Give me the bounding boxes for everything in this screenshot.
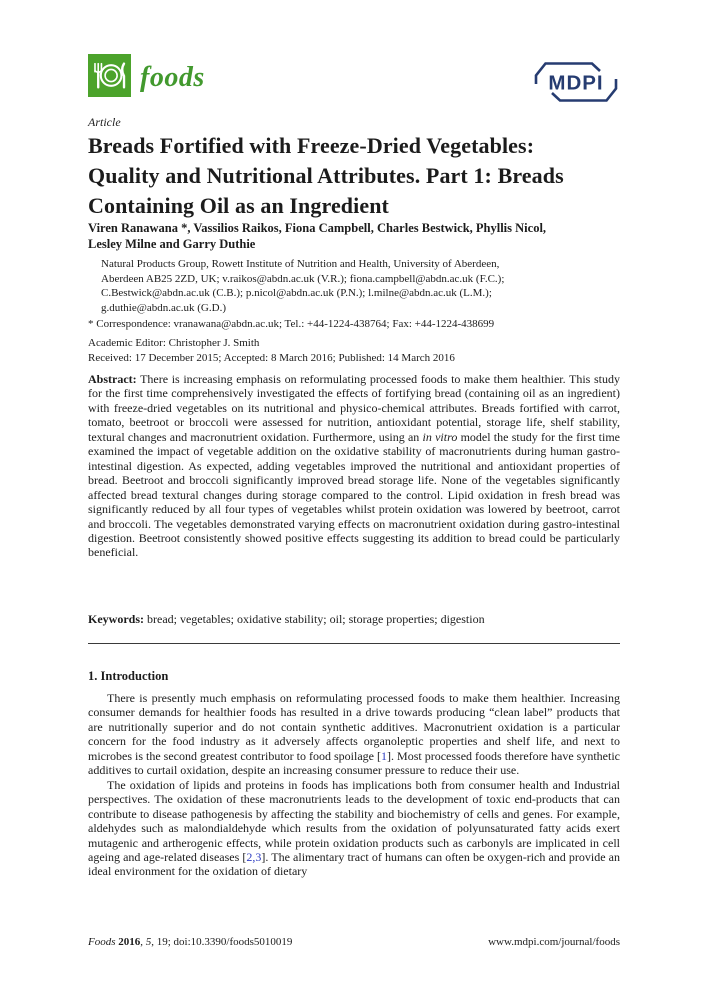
citation-info: Foods 2016, 5, 19; doi:10.3390/foods5010019	[88, 936, 293, 948]
correspondence-line: * Correspondence: vranawana@abdn.ac.uk; Tel.: +44-1224-438764; Fax: +44-1224-438699	[88, 317, 495, 330]
title-line: Containing Oil as an Ingredient	[88, 193, 389, 218]
page-header	[88, 54, 620, 104]
title-line: Quality and Nutritional Attributes. Part 1: Breads	[88, 163, 564, 188]
journal-brand	[88, 54, 205, 97]
intro-paragraph: The oxidation of lipids and proteins in foods has implications both from consumer health and Industrial perspectives. The oxidation of these macronutrients leads to the development of toxic end-products that can contribute to disease pathogenesis by affecting the stability and biochemistry of cells and genes. For example, aldehydes such as malondialdehyde which results from the oxidation of polyunsaturated fatty acids exert mutagenic and artherogenic effects, while protein oxidation products such as carbonyls are implicated in cell ageing and age-related diseases [2,3]. The alimentary tract of humans can often be oxygen-rich and provide an ideal environment for the oxidation of dietary	[88, 777, 621, 879]
intro-paragraph: There is presently much emphasis on reformulating processed foods to make them healthier. Increasing consumer demands for healthier foods has resulted in a drive towards producing “clean label” products that are nutritionally superior and do not contain synthetic additives. Macronutrient oxidation is a particular concern for the food industry as it adversely affects organoleptic properties and shelf life, and next to microbes is the second greatest contributor to food spoilage [1]. Most processed foods therefore have synthetic additives to curtail oxidation, despite an increasing consumer pressure to reduce their use.	[88, 691, 620, 778]
history-dates-line: Received: 17 December 2015; Accepted: 8 March 2016; Published: 14 March 2016	[88, 351, 455, 364]
mdpi-logo	[532, 60, 620, 104]
article-type-label: Article	[88, 115, 121, 129]
foods-logo-icon	[88, 54, 131, 97]
abstract-text: There is increasing emphasis on reformulating processed foods to make them healthier. This study for the first time comprehensively investigated the effects of fortifying bread (containing oil as an ingredient) with freeze-dried vegetables on its nutritional and physico-chemical attributes. Breads fortified with carrot, tomato, beetroot or broccoli were assessed for nutrition, antioxidant potential, storage life, shelf stability, textural changes and macronutrient oxidation. Furthermore, using an	[88, 372, 620, 444]
mdpi-logo-text: MDPI	[548, 71, 604, 95]
citation-ref-2-3[interactable]: 2,3	[246, 849, 262, 864]
abstract	[88, 372, 620, 560]
affiliation-line: g.duthie@abdn.ac.uk (G.D.)	[101, 302, 226, 315]
abstract-italic-phrase: in vitro	[422, 429, 458, 444]
page-footer	[88, 936, 620, 948]
citation-ref-1[interactable]: 1	[381, 748, 388, 763]
keywords-label: Keywords:	[88, 612, 144, 626]
title-line: Breads Fortified with Freeze-Dried Vegetables:	[88, 133, 535, 158]
abstract-label: Abstract:	[88, 372, 137, 386]
journal-url[interactable]: www.mdpi.com/journal/foods	[488, 936, 620, 948]
intro-heading: 1. Introduction	[88, 669, 169, 683]
keywords-text: bread; vegetables; oxidative stability; oil; storage properties; digestion	[144, 612, 485, 626]
abstract-text: model the study for the first time examined the impact of vegetable addition on the oxidative stability of macronutrients during human gastro-intestinal digestion. As expected, adding vegetables improved the nutritional and antioxidant properties of bread. Beetroot and broccoli significantly improved bread storage life. None of the vegetables significantly affected bread textural changes during storage compared to the control. Lipid oxidation in fresh bread was significantly reduced by all four types of vegetables whilst protein oxidation was lowered by beetroot, carrot and broccoli. The vegetables demonstrated varying effects on macronutrient oxidation during gastro-intestinal digestion. Beetroot consistently showed positive effects suggesting its addition to bread could be particularly beneficial.	[88, 429, 620, 560]
author-line: Viren Ranawana *, Vassilios Raikos, Fiona Campbell, Charles Bestwick, Phyllis Nicol,	[88, 221, 547, 235]
affiliation-block	[88, 257, 626, 332]
journal-wordmark: foods	[140, 62, 205, 93]
author-line: Lesley Milne and Garry Duthie	[88, 236, 256, 251]
section-divider	[88, 643, 620, 644]
keywords-line	[88, 612, 620, 627]
affiliation-line: C.Bestwick@abdn.ac.uk (C.B.); p.nicol@abdn.ac.uk (P.N.); l.milne@abdn.ac.uk (L.M.);	[101, 287, 492, 300]
affiliation-line: Natural Products Group, Rowett Institute of Nutrition and Health, University of Aberdeen,	[101, 258, 500, 270]
intro-body	[88, 691, 620, 879]
affiliation-line: Aberdeen AB25 2ZD, UK; v.raikos@abdn.ac.uk (V.R.); fiona.campbell@abdn.ac.uk (F.C.);	[101, 272, 505, 285]
editor-block	[88, 336, 620, 366]
author-list	[88, 221, 620, 252]
academic-editor-line: Academic Editor: Christopher J. Smith	[88, 337, 260, 349]
article-title	[88, 131, 620, 221]
